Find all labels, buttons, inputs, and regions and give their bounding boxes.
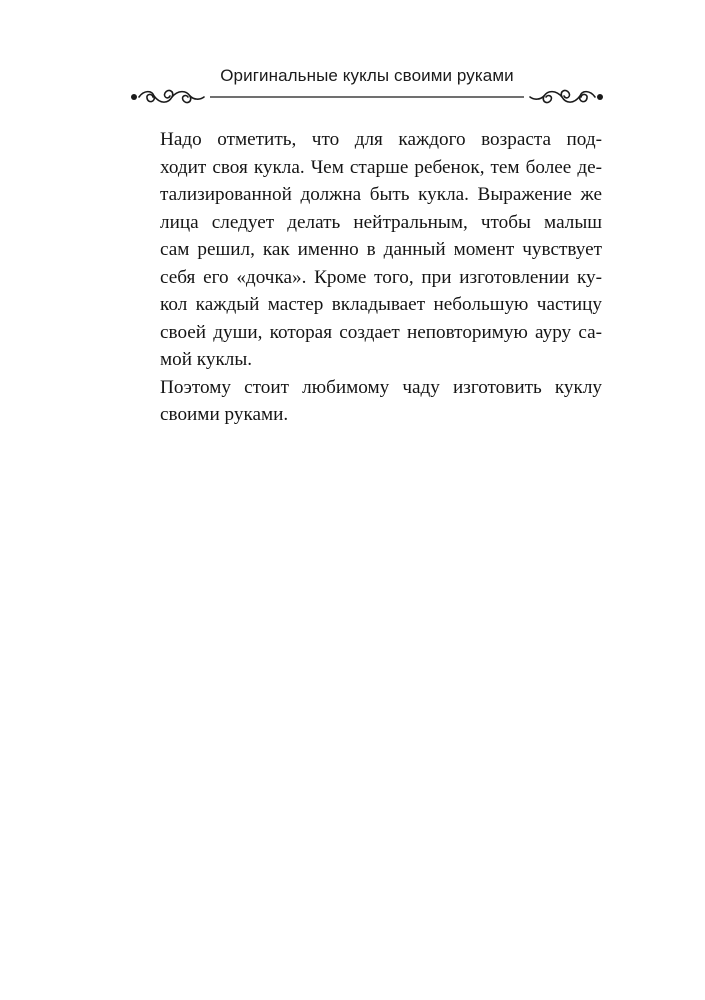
text-line: кол каждый мастер вкладывает небольшую частицу: [160, 294, 602, 315]
body-text: [132, 126, 602, 429]
text-line: лица следует делать нейтральным, чтобы малыш: [160, 211, 602, 233]
text-line: Надо отметить, что для каждого возраста под-: [160, 129, 602, 150]
text-line: себя его «дочка». Кроме того, при изготовлении ку-: [160, 266, 602, 288]
right-scroll-ornament-icon: [530, 90, 603, 102]
text-line: тализированной должна быть кукла. Выражение же: [160, 184, 602, 205]
header-ornament: [130, 84, 604, 114]
running-title: Оригинальные куклы своими руками: [220, 66, 514, 85]
text-line: мой куклы.: [160, 349, 253, 370]
paragraph-1: [132, 126, 602, 374]
paragraph-2: [132, 374, 602, 429]
text-line: своей души, которая создает неповторимую ауру са-: [160, 321, 602, 343]
text-line: своими руками.: [160, 404, 289, 425]
text-line: ходит своя кукла. Чем старше ребенок, тем более де-: [160, 156, 602, 178]
text-line: Поэтому стоит любимому чаду изготовить куклу: [160, 376, 602, 398]
left-scroll-ornament-icon: [131, 90, 204, 102]
running-header: [130, 60, 604, 120]
text-line: сам решил, как именно в данный момент чувствует: [160, 239, 602, 260]
